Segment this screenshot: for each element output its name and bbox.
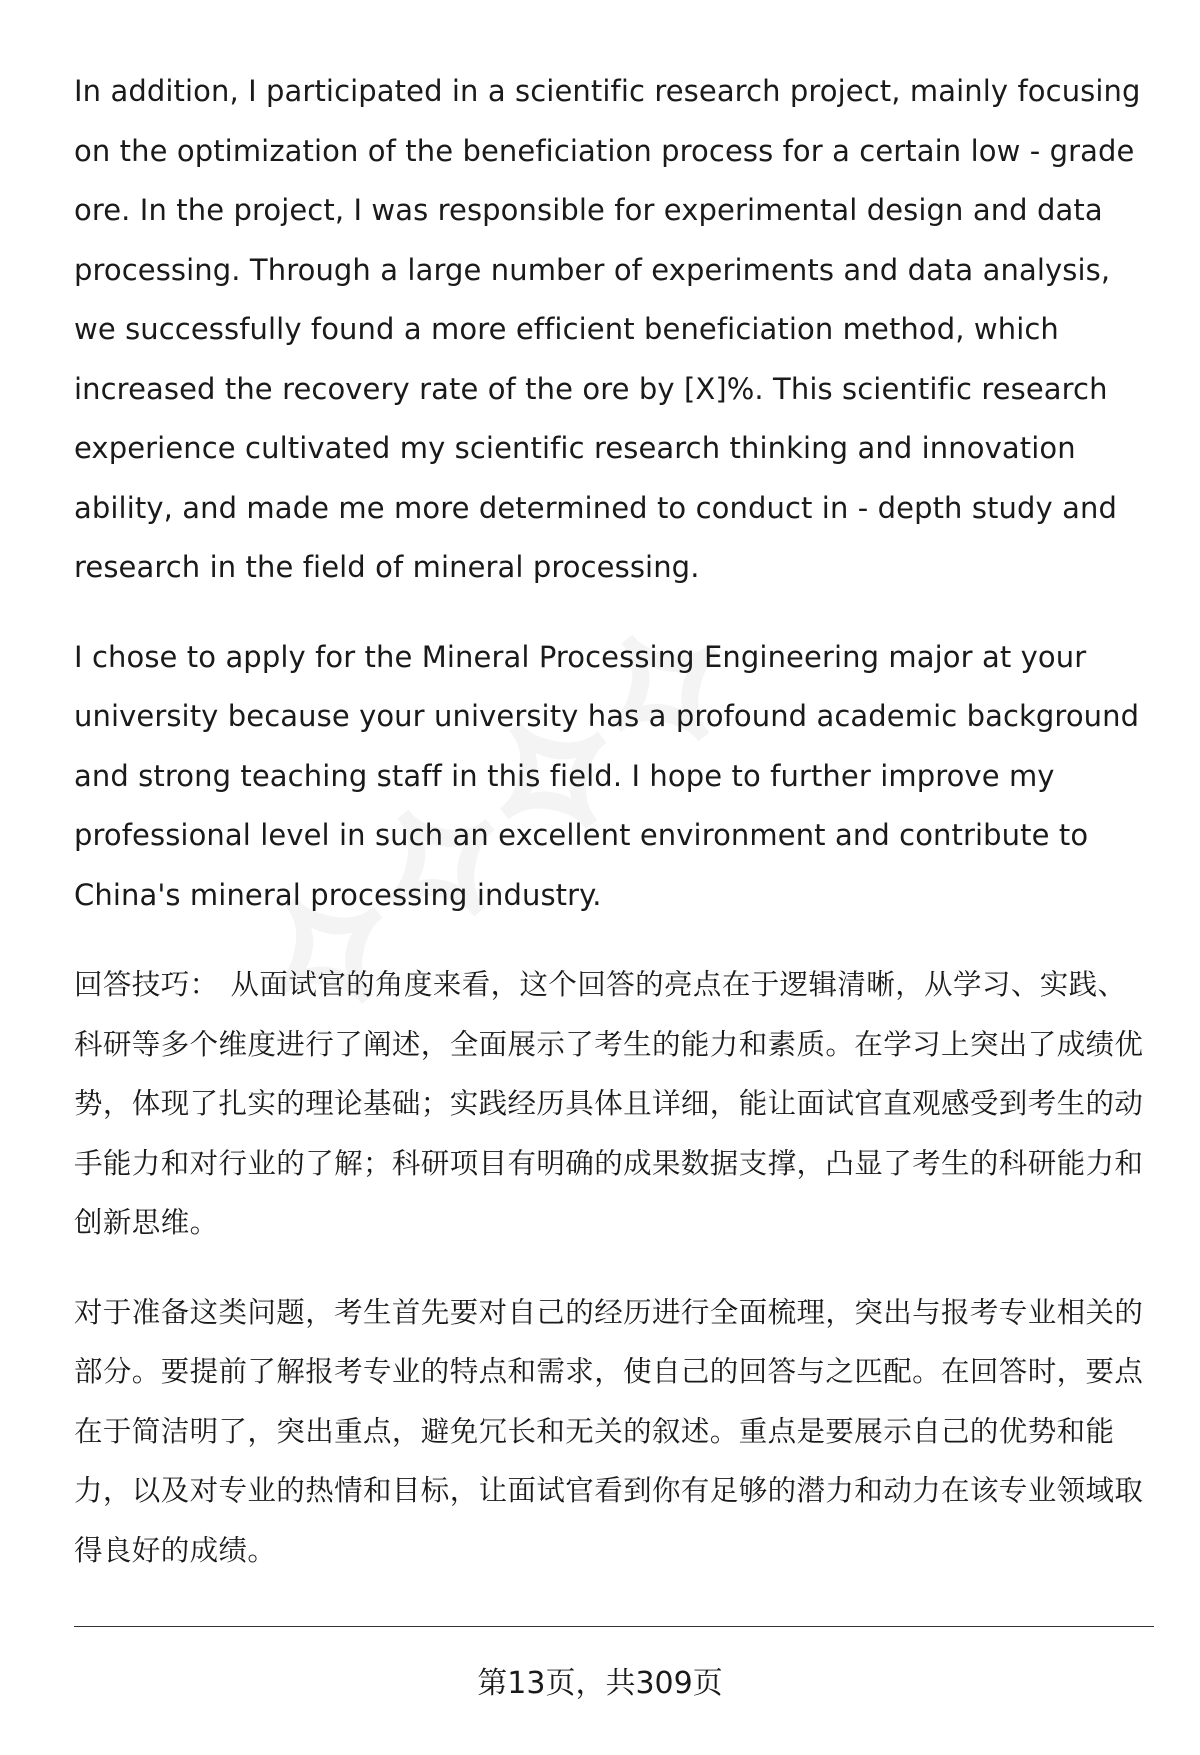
paragraph-research-project: In addition, I participated in a scientific research project, mainly focusing on the optimization of the beneficiation process for a certain low - grade ore. In the project, I was responsible for experimental design and data processing. Through a large number of experiments and data analysis, we successfully found a more efficient beneficiation method, which increased the recovery rate of the ore by [X]%. This scientific research experience cultivated my scientific research thinking and innovation ability, and made me more determined to conduct in - depth study and research in the field of mineral processing. xyxy=(74,74,1141,584)
paragraph-answer-tips xyxy=(74,955,1152,1253)
answer-tips-label: 回答技巧： xyxy=(74,968,219,1001)
page-number: 第13页，共309页 xyxy=(477,1666,723,1701)
document-body xyxy=(74,62,1152,1610)
paragraph-application-reason: I chose to apply for the Mineral Processing Engineering major at your university because your university has a profound academic background and strong teaching staff in this field. I hope to further improve my professional level in such an excellent environment and contribute to China's mineral processing industry. xyxy=(74,639,1140,912)
paragraph-preparation-advice: 对于准备这类问题，考生首先要对自己的经历进行全面梳理，突出与报考专业相关的部分。要提前了解报考专业的特点和需求，使自己的回答与之匹配。在回答时，要点在于简洁明了，突出重点，避免冗长和无关的叙述。重点是要展示自己的优势和能力，以及对专业的热情和目标，让面试官看到你有足够的潜力和动力在该专业领域取得良好的成绩。 xyxy=(74,1295,1144,1567)
footer-divider xyxy=(74,1626,1154,1627)
answer-tips-text: 从面试官的角度来看，这个回答的亮点在于逻辑清晰，从学习、实践、科研等多个维度进行了阐述，全面展示了考生的能力和素质。在学习上突出了成绩优势，体现了扎实的理论基础；实践经历具体且详细，能让面试官直观感受到考生的动手能力和对行业的了解；科研项目有明确的成果数据支撑，凸显了考生的科研能力和创新思维。 xyxy=(74,968,1144,1239)
